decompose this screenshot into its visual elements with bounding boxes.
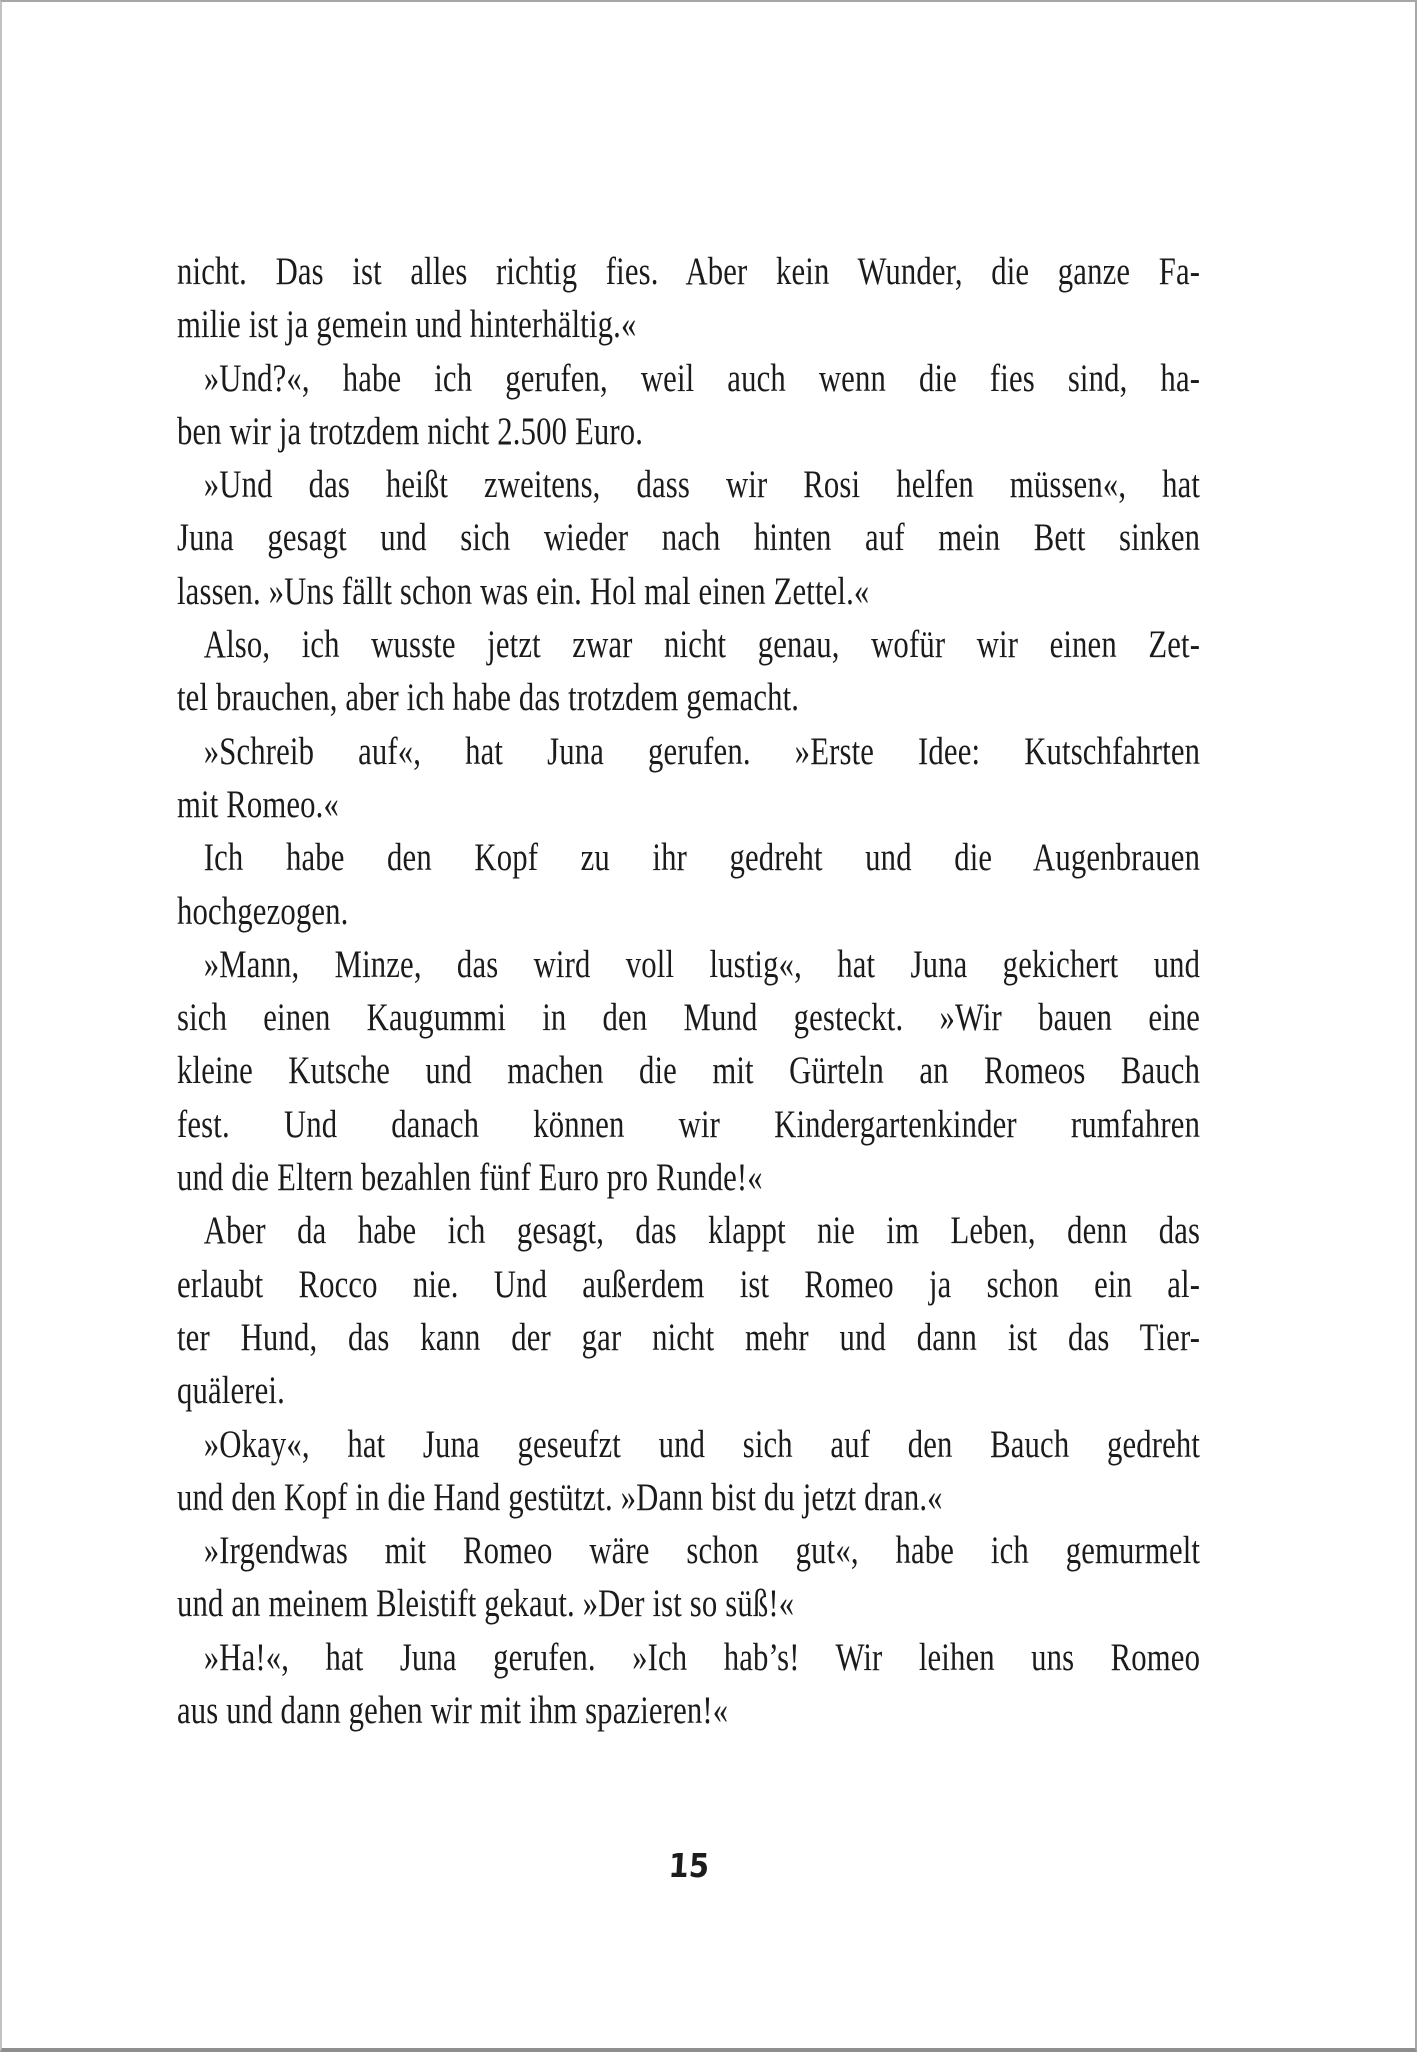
text-line: und den Kopf in die Hand gestützt. »Dann bist du jetzt dran.« [177, 1475, 943, 1519]
text-line: »Und das heißt zweitens, dass wir Rosi helfen müssen«, hat [203, 463, 1201, 507]
text-line: mit Romeo.« [177, 782, 340, 826]
text-line: tel brauchen, aber ich habe das trotzdem gemacht. [177, 676, 800, 720]
text-line: Aber da habe ich gesagt, das klappt nie im Leben, denn das [203, 1209, 1201, 1253]
page-number [177, 1846, 1200, 1885]
text-line: quälerei. [177, 1369, 285, 1413]
text-line: ben wir ja trotzdem nicht 2.500 Euro. [177, 409, 644, 453]
page-number-value: 15 [667, 1846, 710, 1885]
text-line: nicht. Das ist alles richtig fies. Aber kein Wunder, die ganze Fa- [177, 250, 1201, 293]
text-line: und an meinem Bleistift gekaut. »Der ist so süß!« [177, 1582, 795, 1626]
text-line: »Und?«, habe ich gerufen, weil auch wenn die fies sind, ha- [203, 356, 1201, 400]
body-text-block [177, 245, 1200, 1737]
text-line: sich einen Kaugummi in den Mund gesteckt. »Wir bauen eine [177, 996, 1201, 1040]
text-line: ter Hund, das kann der gar nicht mehr und dann ist das Tier- [177, 1315, 1201, 1359]
text-line: »Mann, Minze, das wird voll lustig«, hat Juna gekichert und [203, 942, 1201, 986]
text-line: erlaubt Rocco nie. Und außerdem ist Romeo ja schon ein al- [177, 1262, 1201, 1306]
text-line: aus und dann gehen wir mit ihm spazieren!« [177, 1689, 729, 1733]
text-line: milie ist ja gemein und hinterhältig.« [177, 303, 637, 347]
text-line: »Schreib auf«, hat Juna gerufen. »Erste Idee: Kutschfahrten [203, 729, 1201, 773]
text-line: Juna gesagt und sich wieder nach hinten auf mein Bett sinken [177, 516, 1201, 560]
text-line: hochgezogen. [177, 889, 349, 933]
text-line: »Irgendwas mit Romeo wäre schon gut«, habe ich gemurmelt [203, 1529, 1201, 1573]
text-line: kleine Kutsche und machen die mit Gürteln an Romeos Bauch [177, 1049, 1201, 1093]
text-line: Also, ich wusste jetzt zwar nicht genau, wofür wir einen Zet- [203, 623, 1201, 667]
text-line: Ich habe den Kopf zu ihr gedreht und die Augenbrauen [203, 836, 1201, 880]
text-line: »Ha!«, hat Juna gerufen. »Ich hab’s! Wir leihen uns Romeo [203, 1635, 1201, 1679]
text-line: »Okay«, hat Juna geseufzt und sich auf den Bauch gedreht [203, 1422, 1201, 1466]
text-line: fest. Und danach können wir Kindergartenkinder rumfahren [177, 1102, 1201, 1146]
text-line: und die Eltern bezahlen fünf Euro pro Runde!« [177, 1156, 763, 1200]
text-line: lassen. »Uns fällt schon was ein. Hol mal einen Zettel.« [177, 569, 870, 613]
